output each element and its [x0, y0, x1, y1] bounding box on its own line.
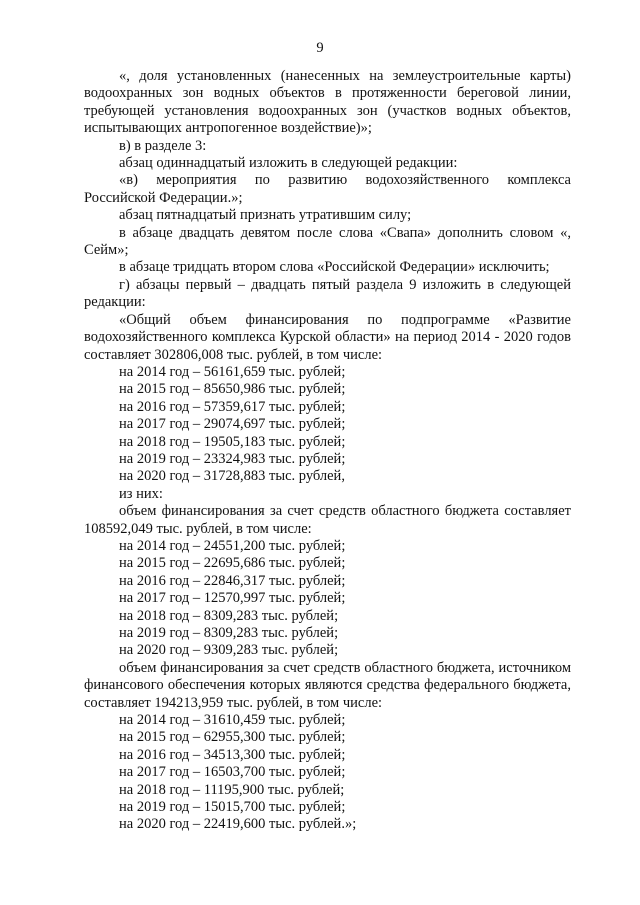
list-item: на 2015 год – 62955,300 тыс. рублей; [119, 729, 346, 746]
paragraph-share-of-zones: «, доля установленных (нанесенных на землеустроительные карты) водоохранных зон водных объектов в протяженности береговой линии, требующей установления водоохранных зон (участков водных объектов, испытывающих антропогенное воздействие)»; [84, 68, 571, 137]
list-item: на 2018 год – 8309,283 тыс. рублей; [119, 607, 339, 624]
paragraph-of-them: из них: [119, 485, 163, 502]
list-item: на 2017 год – 12570,997 тыс. рублей; [119, 590, 346, 607]
paragraph-federal-budget: объем финансирования за счет средств областного бюджета, источником финансового обеспечения которых являются средства федерального бюджета, составляет 194213,959 тыс. рублей, в том числе: [84, 659, 571, 711]
paragraph-section-9: г) абзацы первый – двадцать пятый раздела 9 изложить в следующей редакции: [84, 276, 571, 311]
page-number: 9 [316, 40, 324, 56]
federal-financing-list [84, 712, 571, 834]
paragraph-fifteenth-abzac: абзац пятнадцатый признать утратившим силу; [119, 207, 412, 224]
list-item: на 2014 год – 24551,200 тыс. рублей; [119, 537, 346, 554]
total-financing-list [84, 364, 571, 486]
list-item: на 2017 год – 16503,700 тыс. рублей; [119, 764, 346, 781]
list-item: на 2019 год – 23324,983 тыс. рублей; [119, 450, 346, 467]
list-item: на 2015 год – 85650,986 тыс. рублей; [119, 381, 346, 398]
list-item: на 2020 год – 22419,600 тыс. рублей.»; [119, 816, 357, 833]
list-item: на 2020 год – 31728,883 тыс. рублей, [119, 468, 345, 485]
paragraph-svapa-seim: в абзаце двадцать девятом после слова «Свапа» дополнить словом «, Сейм»; [84, 224, 571, 259]
paragraph-measures: «в) мероприятия по развитию водохозяйственного комплекса Российской Федерации.»; [84, 172, 571, 206]
list-item: на 2014 год – 31610,459 тыс. рублей; [119, 712, 346, 729]
list-item: на 2019 год – 8309,283 тыс. рублей; [119, 625, 339, 641]
paragraph-thirty-second-abzac: в абзаце тридцать втором слова «Российской Федерации» исключить; [119, 259, 550, 276]
paragraph-eleventh-abzac: абзац одиннадцатый изложить в следующей редакции: [119, 155, 458, 172]
document-body [84, 68, 571, 834]
paragraph-regional-budget: объем финансирования за счет средств областного бюджета составляет 108592,049 тыс. рублей, в том числе: [84, 503, 571, 537]
paragraph-total-financing: «Общий объем финансирования по подпрограмме «Развитие водохозяйственного комплекса Курской области» на период 2014 - 2020 годов составляет 302806,008 тыс. рублей, в том числе: [84, 311, 571, 363]
list-item: на 2016 год – 34513,300 тыс. рублей; [119, 746, 346, 763]
list-item: на 2016 год – 22846,317 тыс. рублей; [119, 572, 346, 589]
list-item: на 2017 год – 29074,697 тыс. рублей; [119, 416, 346, 433]
list-item: на 2018 год – 19505,183 тыс. рублей; [119, 433, 346, 450]
regional-financing-list [84, 538, 571, 660]
list-item: на 2019 год – 15015,700 тыс. рублей; [119, 799, 346, 816]
list-item: на 2015 год – 22695,686 тыс. рублей; [119, 555, 346, 572]
paragraph-section-3: в) в разделе 3: [119, 137, 207, 154]
list-item: на 2020 год – 9309,283 тыс. рублей; [119, 642, 339, 659]
list-item: на 2016 год – 57359,617 тыс. рублей; [119, 398, 346, 415]
list-item: на 2014 год – 56161,659 тыс. рублей; [119, 363, 346, 380]
list-item: на 2018 год – 11195,900 тыс. рублей; [119, 781, 345, 798]
